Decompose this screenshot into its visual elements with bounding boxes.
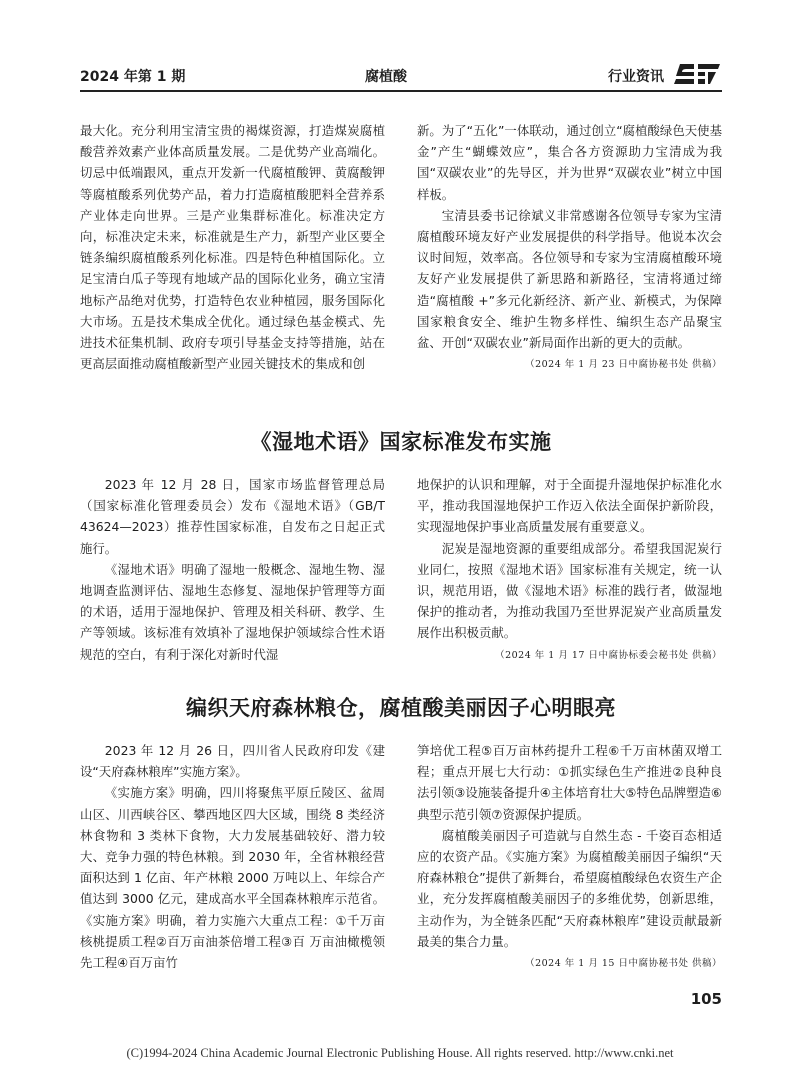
article2-title: 《湿地术语》国家标准发布实施 (250, 430, 552, 454)
paragraph: 最大化。充分利用宝清宝贵的褐煤资源，打造煤炭腐植酸营养效素产业体高质量发展。二是优势产业高端化。切忌中低端跟风，重点开发新一代腐植酸钾、黄腐酸钾等腐植酸系列优势产品，着力打造腐植酸肥料全营养系产业体走向世界。三是产业集群标准化。标准决定方向，标准决定未来，标准就是生产力，新型产业区要全链条编织腐植酸系列化标准。四是特色种植国际化。立足宝清白瓜子等现有地域产品的国际化业务，确立宝清地标产品绝对优势，打造特色农业种植园，服务国际化大市场。五是技术集成全优化。通过绿色基金模式、先进技术征集机制、政府专项引导基金支持等措施，站在更高层面推动腐植酸新型产业园关键技术的集成和创 (80, 123, 385, 372)
paragraph: 笋培优工程⑤百万亩林药提升工程⑥千万亩林菌双增工程；重点开展七大行动：①抓实绿色生产推进②良种良法引领③设施装备提升④主体培育壮大⑤特色品牌塑造⑥典型示范引领⑦资源保护提质。 (417, 743, 722, 822)
paragraph: 《湿地术语》明确了湿地一般概念、湿地生物、湿地调查监测评估、湿地生态修复、湿地保护管理等方面的术语，适用于湿地保护、管理及相关科研、教学、生产等领域。该标准有效填补了湿地保护领域综合性术语规范的空白，有利于深化对新时代湿 (80, 561, 385, 662)
article2-right-column (417, 474, 722, 664)
article3-title: 编织天府森林粮仓，腐植酸美丽因子心明眼亮 (186, 696, 616, 720)
paragraph: 宝清县委书记徐斌义非常感谢各位领导专家为宝清腐植酸环境友好产业发展提供的科学指导。他说本次会议时间短，效率高。各位领导和专家为宝清腐植酸环境友好产业发展提供了新思路和新路径，宝清将通过缔造“腐植酸 +”多元化新经济、新产业、新模式，为保障国家粮食安全、维护生物多样性、编织生态产品聚宝盆、开创“双碳农业”新局面作出新的更大的贡献。 (417, 207, 722, 351)
issue-label: 2024 年第 1 期 (80, 69, 186, 85)
journal-logo-icon (672, 62, 722, 86)
article3-left-column (80, 740, 385, 973)
article2-left-column (80, 474, 385, 665)
page-number: 105 (690, 990, 722, 1008)
article1-left-column (80, 120, 385, 374)
paragraph: 2023 年 12 月 26 日，四川省人民政府印发《建设“天府森林粮库”实施方案》。 (80, 743, 385, 780)
journal-name: 腐植酸 (365, 69, 407, 85)
source-note: （2024 年 1 月 17 日中腐协标委会秘书处 供稿） (495, 649, 722, 661)
paragraph: 泥炭是湿地资源的重要组成部分。希望我国泥炭行业同仁，按照《湿地术语》国家标准有关规定，统一认识，规范用语，做《湿地术语》标准的践行者，做湿地保护的推动者，为推动我国乃至世界泥炭产业高质量发展作出积极贡献。 (417, 540, 722, 641)
article1-right-column (417, 120, 722, 373)
source-note: （2024 年 1 月 23 日中腐协秘书处 供稿） (525, 359, 722, 371)
page-header (80, 62, 722, 86)
article3-right-column (417, 740, 722, 972)
paragraph: 《实施方案》明确，四川将聚焦平原丘陵区、盆周山区、川西峡谷区、攀西地区四大区域，围绕 8 类经济林食物和 3 类林下食物，大力发展基础较好、潜力较大、竞争力强的特色林粮。到 2030 年，全省林粮经营面积达到 1 亿亩、年产林粮 2000 万吨以上、年综合产值达到 3000 亿元，建成高水平全国森林粮库示范省。《实施方案》明确，着力实施六大重点工程：①千万亩核桃提质工程②百万亩油茶倍增工程③百 万亩油橄榄领先工程④百万亩竹 (80, 785, 385, 971)
paragraph: 地保护的认识和理解，对于全面提升湿地保护标准化水平，推动我国湿地保护工作迈入依法全面保护新阶段，实现湿地保护事业高质量发展有重要意义。 (417, 477, 722, 535)
header-rule (80, 90, 722, 92)
paragraph: 新。为了“五化”一体联动，通过创立“腐植酸绿色天使基金”产生“蝴蝶效应”，集合各方资源助力宝清成为我国“双碳农业”的先导区，并为世界“双碳农业”树立中国样板。 (417, 123, 722, 202)
copyright-footer: (C)1994-2024 China Academic Journal Electronic Publishing House. All rights reserved. http://www.cnki.net (126, 1046, 674, 1060)
paragraph: 2023 年 12 月 28 日，国家市场监督管理总局（国家标准化管理委员会）发布《湿地术语》（GB/T 43624—2023）推荐性国家标准，自发布之日起正式施行。 (80, 477, 385, 556)
paragraph: 腐植酸美丽因子可造就与自然生态 - 千姿百态相适应的农资产品。《实施方案》为腐植酸美丽因子编织“天府森林粮仓”提供了新舞台，希望腐植酸绿色农资生产企业，充分发挥腐植酸美丽因子的多维优势，创新思维，主动作为，为全链条匹配“天府森林粮库”建设贡献最新最美的集合力量。 (417, 827, 722, 949)
section-name: 行业资讯 (608, 69, 664, 85)
source-note: （2024 年 1 月 15 日中腐协秘书处 供稿） (525, 958, 722, 970)
